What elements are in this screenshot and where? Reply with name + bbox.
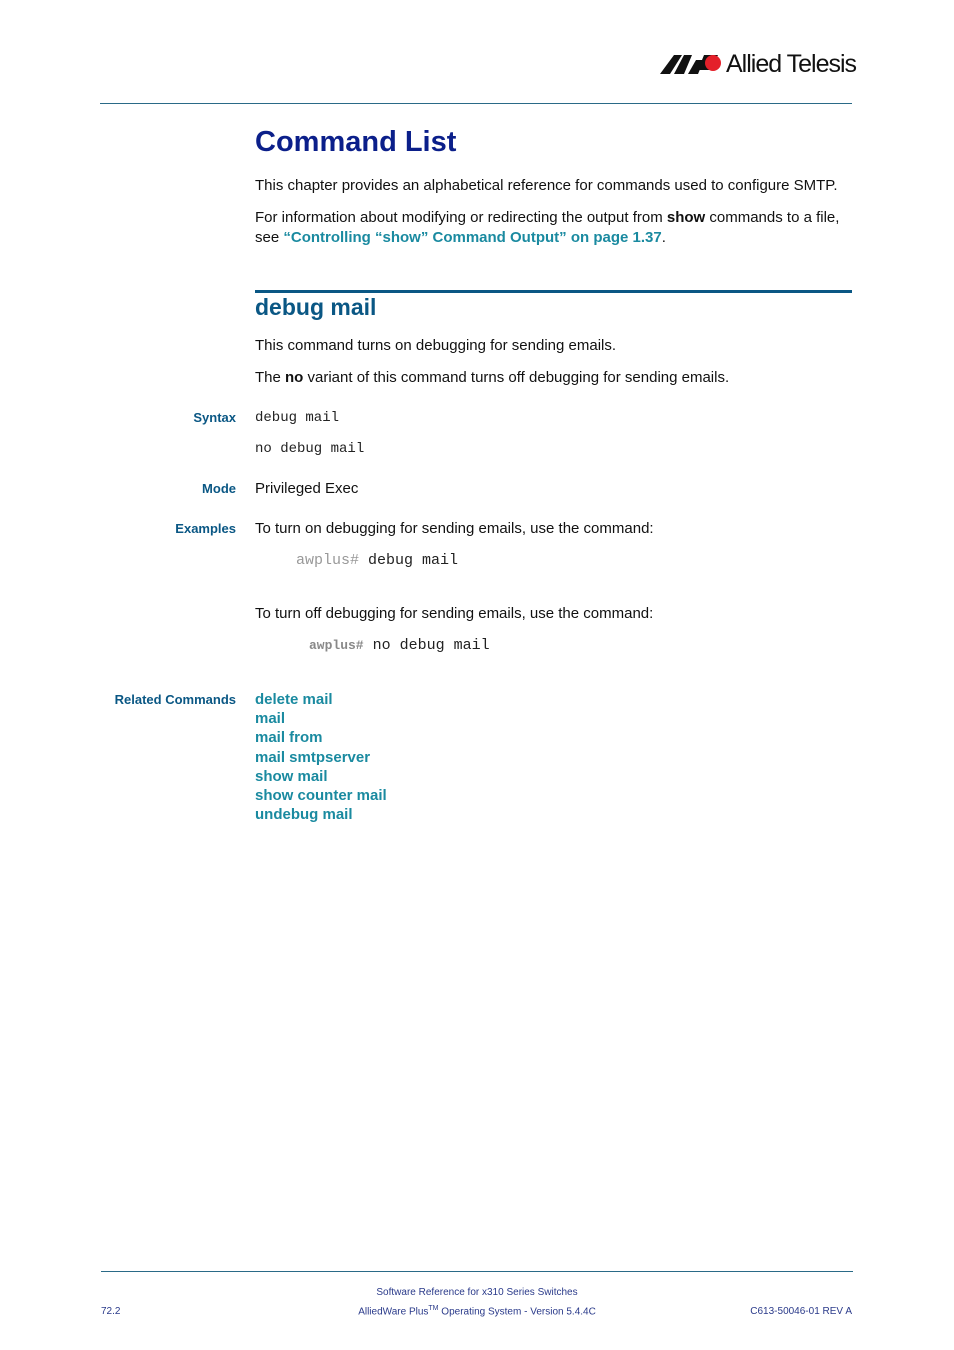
intro-text-2d: . (661, 229, 666, 246)
example-text-2: To turn off debugging for sending emails, use the command: (255, 605, 654, 622)
section-divider (255, 290, 852, 293)
intro-text-1: This chapter provides an alphabetical reference for commands used to configure SMTP. (255, 177, 838, 194)
syntax-line-2: no debug mail (255, 441, 365, 457)
related-link-undebug-mail[interactable]: undebug mail (255, 806, 353, 824)
intro-bold-show: show (666, 209, 706, 226)
page-number: 72.2 (101, 1306, 121, 1317)
examples-label: Examples (175, 521, 236, 536)
footer-version: Operating System - Version 5.4.4C (438, 1306, 596, 1318)
example-text-1: To turn on debugging for sending emails, use the command: (255, 520, 654, 537)
desc2-text-b: variant of this command turns off debugging for sending emails. (303, 369, 730, 386)
mode-label: Mode (202, 481, 236, 496)
cli-command: debug mail (368, 552, 459, 569)
related-link-show-mail[interactable]: show mail (255, 767, 328, 785)
cli-command: no debug mail (372, 637, 490, 654)
syntax-label: Syntax (193, 410, 236, 425)
section-title: debug mail (255, 294, 377, 320)
intro-paragraph-1 (255, 176, 855, 196)
footer-divider (101, 1271, 853, 1272)
related-link-show-counter-mail[interactable]: show counter mail (255, 787, 387, 805)
section-description-1: This command turns on debugging for sending emails. (255, 337, 617, 354)
section-description-2 (255, 368, 729, 388)
allied-telesis-logo (660, 50, 855, 80)
intro-text-2b: commands to a file, (705, 209, 840, 226)
mode-value: Privileged Exec (255, 480, 359, 497)
footer-os-name: AlliedWare Plus (358, 1306, 429, 1318)
intro-paragraph-2 (255, 208, 855, 248)
cli-prompt: awplus# (296, 552, 360, 569)
allied-telesis-logo-icon (660, 50, 726, 78)
intro-text-2a: For information about modifying or redirecting the output from (255, 209, 667, 226)
example-command-2 (309, 637, 490, 654)
related-commands-list (255, 690, 387, 824)
page-title: Command List (255, 126, 457, 158)
related-link-mail[interactable]: mail (255, 710, 286, 728)
related-link-mail-from[interactable]: mail from (255, 729, 323, 747)
intro-text-2c: see (255, 229, 284, 246)
desc2-text-a: The (255, 369, 286, 386)
footer-trademark: TM (428, 1305, 439, 1312)
related-link-mail-smtpserver[interactable]: mail smtpserver (255, 748, 371, 766)
cli-prompt: awplus# (309, 638, 364, 653)
header-divider (100, 103, 852, 104)
logo-text: Allied Telesis (726, 50, 857, 78)
show-output-link[interactable]: “Controlling “show” Command Output” on page 1.37 (283, 229, 662, 246)
document-id: C613-50046-01 REV A (750, 1306, 852, 1317)
related-commands-label: Related Commands (114, 692, 236, 707)
footer-title: Software Reference for x310 Series Switches (376, 1287, 578, 1298)
syntax-line-1: debug mail (255, 410, 340, 426)
desc2-bold-no: no (285, 369, 304, 386)
example-command-1 (296, 552, 458, 569)
related-link-delete-mail[interactable]: delete mail (255, 691, 333, 708)
